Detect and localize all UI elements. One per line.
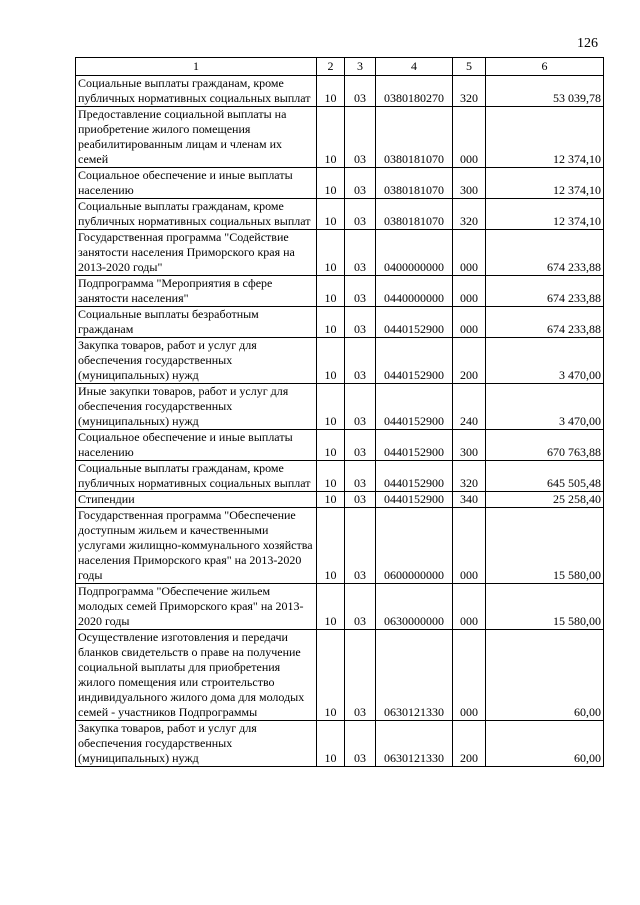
row-name-cell: Государственная программа "Содействие занятости населения Приморского края на 2013-2020 годы" — [76, 230, 317, 276]
row-type-cell: 000 — [453, 230, 486, 276]
table-row — [76, 721, 604, 767]
table-row — [76, 461, 604, 492]
row-target-cell: 0380180270 — [376, 76, 453, 107]
table-row — [76, 230, 604, 276]
table-body — [76, 76, 604, 767]
row-subsection-cell: 03 — [345, 492, 376, 508]
row-target-cell: 0380181070 — [376, 199, 453, 230]
row-subsection-cell: 03 — [345, 630, 376, 721]
row-target-cell: 0630121330 — [376, 630, 453, 721]
row-type-cell: 200 — [453, 338, 486, 384]
row-subsection-cell: 03 — [345, 76, 376, 107]
row-target-cell: 0380181070 — [376, 168, 453, 199]
row-target-cell: 0630000000 — [376, 584, 453, 630]
row-name-cell: Иные закупки товаров, работ и услуг для обеспечения государственных (муниципальных) нужд — [76, 384, 317, 430]
row-name-cell: Подпрограмма "Мероприятия в сфере занятости населения" — [76, 276, 317, 307]
row-subsection-cell: 03 — [345, 721, 376, 767]
row-target-cell: 0440152900 — [376, 384, 453, 430]
row-type-cell: 320 — [453, 461, 486, 492]
row-type-cell: 340 — [453, 492, 486, 508]
row-target-cell: 0380181070 — [376, 107, 453, 168]
row-subsection-cell: 03 — [345, 276, 376, 307]
row-section-cell: 10 — [317, 721, 345, 767]
row-section-cell: 10 — [317, 168, 345, 199]
row-name-cell: Социальные выплаты гражданам, кроме публичных нормативных социальных выплат — [76, 199, 317, 230]
row-type-cell: 320 — [453, 76, 486, 107]
header-row — [76, 58, 604, 76]
row-name-cell: Социальное обеспечение и иные выплаты населению — [76, 430, 317, 461]
table-row — [76, 107, 604, 168]
row-subsection-cell: 03 — [345, 107, 376, 168]
row-target-cell: 0440152900 — [376, 307, 453, 338]
row-section-cell: 10 — [317, 384, 345, 430]
row-section-cell: 10 — [317, 307, 345, 338]
table-row — [76, 384, 604, 430]
row-subsection-cell: 03 — [345, 168, 376, 199]
row-section-cell: 10 — [317, 630, 345, 721]
row-type-cell: 000 — [453, 107, 486, 168]
table-row — [76, 430, 604, 461]
table-row — [76, 492, 604, 508]
row-sum-cell: 60,00 — [486, 721, 604, 767]
table-row — [76, 307, 604, 338]
row-name-cell: Предоставление социальной выплаты на приобретение жилого помещения реабилитированным лицам и членам их семей — [76, 107, 317, 168]
row-type-cell: 000 — [453, 276, 486, 307]
header-cell-sum: 6 — [486, 58, 604, 76]
row-target-cell: 0440152900 — [376, 461, 453, 492]
row-sum-cell: 15 580,00 — [486, 584, 604, 630]
row-name-cell: Социальные выплаты гражданам, кроме публичных нормативных социальных выплат — [76, 76, 317, 107]
row-type-cell: 320 — [453, 199, 486, 230]
header-cell-type: 5 — [453, 58, 486, 76]
table-row — [76, 276, 604, 307]
row-type-cell: 300 — [453, 168, 486, 199]
row-type-cell: 000 — [453, 508, 486, 584]
header-cell-subsection: 3 — [345, 58, 376, 76]
row-sum-cell: 3 470,00 — [486, 338, 604, 384]
row-subsection-cell: 03 — [345, 230, 376, 276]
table-row — [76, 584, 604, 630]
table-row — [76, 168, 604, 199]
row-target-cell: 0400000000 — [376, 230, 453, 276]
row-type-cell: 000 — [453, 307, 486, 338]
header-cell-target: 4 — [376, 58, 453, 76]
table-row — [76, 338, 604, 384]
row-target-cell: 0440152900 — [376, 338, 453, 384]
header-cell-section: 2 — [317, 58, 345, 76]
budget-table — [75, 57, 604, 767]
row-section-cell: 10 — [317, 492, 345, 508]
row-type-cell: 000 — [453, 584, 486, 630]
row-name-cell: Осуществление изготовления и передачи бланков свидетельств о праве на получение социальной выплаты для приобретения жилого помещения или строительство индивидуального жилого дома для молодых семей - участников Подпрограммы — [76, 630, 317, 721]
row-sum-cell: 12 374,10 — [486, 199, 604, 230]
row-target-cell: 0440152900 — [376, 430, 453, 461]
row-name-cell: Закупка товаров, работ и услуг для обеспечения государственных (муниципальных) нужд — [76, 338, 317, 384]
page-number: 126 — [577, 36, 598, 51]
row-subsection-cell: 03 — [345, 430, 376, 461]
row-subsection-cell: 03 — [345, 199, 376, 230]
row-subsection-cell: 03 — [345, 584, 376, 630]
row-sum-cell: 674 233,88 — [486, 307, 604, 338]
row-section-cell: 10 — [317, 461, 345, 492]
row-name-cell: Социальные выплаты безработным гражданам — [76, 307, 317, 338]
row-sum-cell: 15 580,00 — [486, 508, 604, 584]
row-sum-cell: 12 374,10 — [486, 168, 604, 199]
table-row — [76, 630, 604, 721]
row-target-cell: 0440000000 — [376, 276, 453, 307]
row-name-cell: Закупка товаров, работ и услуг для обеспечения государственных (муниципальных) нужд — [76, 721, 317, 767]
row-sum-cell: 25 258,40 — [486, 492, 604, 508]
row-section-cell: 10 — [317, 199, 345, 230]
row-type-cell: 240 — [453, 384, 486, 430]
row-name-cell: Стипендии — [76, 492, 317, 508]
row-type-cell: 200 — [453, 721, 486, 767]
row-target-cell: 0600000000 — [376, 508, 453, 584]
row-subsection-cell: 03 — [345, 307, 376, 338]
row-section-cell: 10 — [317, 338, 345, 384]
row-sum-cell: 60,00 — [486, 630, 604, 721]
row-subsection-cell: 03 — [345, 384, 376, 430]
table-row — [76, 508, 604, 584]
row-section-cell: 10 — [317, 230, 345, 276]
row-subsection-cell: 03 — [345, 338, 376, 384]
row-section-cell: 10 — [317, 584, 345, 630]
row-section-cell: 10 — [317, 508, 345, 584]
row-target-cell: 0630121330 — [376, 721, 453, 767]
row-name-cell: Подпрограмма "Обеспечение жильем молодых семей Приморского края" на 2013-2020 годы — [76, 584, 317, 630]
row-section-cell: 10 — [317, 430, 345, 461]
row-sum-cell: 674 233,88 — [486, 276, 604, 307]
header-cell-name: 1 — [76, 58, 317, 76]
row-section-cell: 10 — [317, 276, 345, 307]
row-section-cell: 10 — [317, 76, 345, 107]
row-name-cell: Государственная программа "Обеспечение доступным жильем и качественными услугами жилищно-коммунального хозяйства населения Приморского края" на 2013-2020 годы — [76, 508, 317, 584]
row-subsection-cell: 03 — [345, 461, 376, 492]
row-sum-cell: 645 505,48 — [486, 461, 604, 492]
row-target-cell: 0440152900 — [376, 492, 453, 508]
row-section-cell: 10 — [317, 107, 345, 168]
row-sum-cell: 3 470,00 — [486, 384, 604, 430]
row-type-cell: 000 — [453, 630, 486, 721]
row-name-cell: Социальные выплаты гражданам, кроме публичных нормативных социальных выплат — [76, 461, 317, 492]
table-row — [76, 199, 604, 230]
row-name-cell: Социальное обеспечение и иные выплаты населению — [76, 168, 317, 199]
row-sum-cell: 670 763,88 — [486, 430, 604, 461]
row-type-cell: 300 — [453, 430, 486, 461]
row-sum-cell: 53 039,78 — [486, 76, 604, 107]
row-sum-cell: 12 374,10 — [486, 107, 604, 168]
row-sum-cell: 674 233,88 — [486, 230, 604, 276]
table-row — [76, 76, 604, 107]
row-subsection-cell: 03 — [345, 508, 376, 584]
